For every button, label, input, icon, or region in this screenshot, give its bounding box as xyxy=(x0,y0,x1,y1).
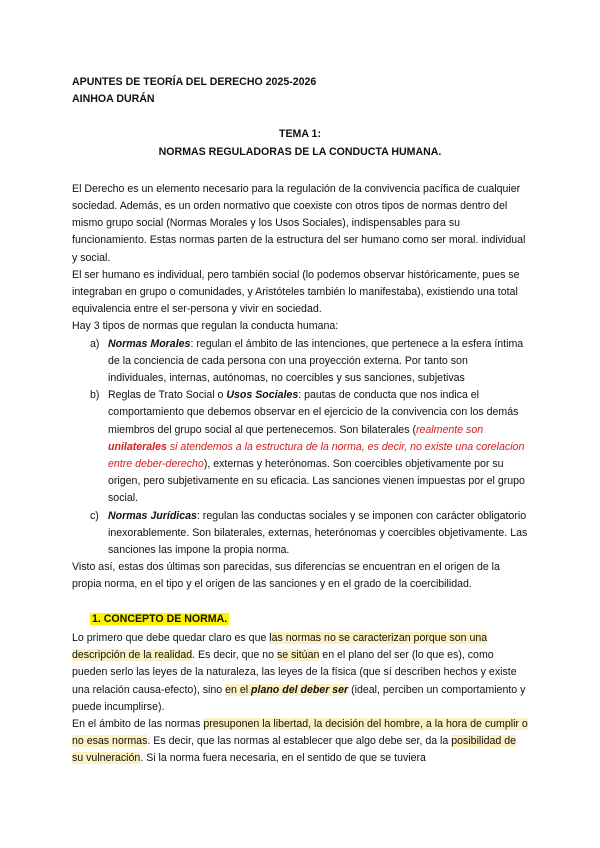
section-paragraph-1: Lo primero que debe quedar claro es que las normas no se caracterizan porque son una descripción de la realidad. Es decir, que no se sitúan en el plano del ser (lo que es), como pueden serlo las leyes de la naturaleza, las leyes de la física (que sí describen hechos y existe una relación causa-efecto), sino en el plano del deber ser (ideal, perciben un comportamiento y puede incumplirse). xyxy=(72,631,526,713)
list-marker: b) xyxy=(90,389,100,402)
highlight: en el xyxy=(225,683,252,696)
highlight: posibilidad de su vulneración xyxy=(72,735,517,765)
topic-title: NORMAS REGULADORAS DE LA CONDUCTA HUMANA. xyxy=(158,145,442,158)
document-author: AINHOA DURÁN xyxy=(72,93,155,106)
list-item: a) Normas Morales: regulan el ámbito de las intenciones, que pertenece a la esfera íntima de la conciencia de cada persona con una proyección externa. Por tanto son individuales, internas, autónomas, no coercibles y sus sanciones, subjetivas xyxy=(90,337,524,385)
intro-paragraph-3: Hay 3 tipos de normas que regulan la conducta humana: xyxy=(72,320,339,333)
red-annotation: realmente son xyxy=(415,423,484,436)
norm-term: Normas Morales xyxy=(108,337,191,350)
list-marker: a) xyxy=(90,337,100,350)
list-item: b) Reglas de Trato Social o Usos Sociales: pautas de conducta que nos indica el comportamiento que debemos observar en el ejercicio de la convivencia con los demás miembros del grupo social al que pertenecemos. Son bilaterales (realmente son unilaterales si atendemos a la estructura de la norma, es decir, no existe una corelacion entre deber-derecho), externas y heterónomas. Son coercibles objetivamente por su origen, pero subjetivamente en su eficacia. Las sanciones vienen impuestas por el grupo social. xyxy=(90,389,525,505)
section-paragraph-2: En el ámbito de las normas presuponen la libertad, la decisión del hombre, a la hora de cumplir o no esas normas. Es decir, que las normas al establecer que algo debe ser, da la posibilidad de su vulneración. Si la norma fuera necesaria, en el sentido de que se tuviera xyxy=(72,717,528,765)
topic-label: TEMA 1: xyxy=(279,128,321,141)
highlight-emphasis: plano del deber ser xyxy=(251,683,349,696)
list-marker: c) xyxy=(90,509,99,522)
red-annotation-emphasis: unilaterales xyxy=(108,440,167,453)
intro-paragraph-2: El ser humano es individual, pero también social (lo podemos observar históricamente, pues se integraban en grupo o comunidades, y Aristóteles también lo manifestaba), existiendo una total equivalencia entre el ser-persona y vivir en sociedad. xyxy=(72,268,520,316)
highlight: presuponen la libertad, la decisión del hombre, a la hora de cumplir o no esas normas xyxy=(72,717,528,748)
norm-term: Normas Jurídicas xyxy=(108,509,197,522)
norm-types-list xyxy=(72,336,528,560)
intro-paragraph-1: El Derecho es un elemento necesario para la regulación de la convivencia pacífica de cualquier sociedad. Además, es un orden normativo que coexiste con otros tipos de normas dentro del mismo grupo social (Normas Morales y los Usos Sociales), indispensables para su funcionamiento. Estas normas parten de la estructura del ser humano como ser moral. individual y social. xyxy=(72,182,526,264)
norm-term: Usos Sociales xyxy=(226,389,299,402)
highlight: las normas no se caracterizan porque son una descripción de la realidad xyxy=(72,631,488,662)
section-heading: 1. CONCEPTO DE NORMA. xyxy=(92,612,228,625)
highlight: se sitúan xyxy=(276,649,320,662)
closing-paragraph: Visto así, estas dos últimas son parecidas, sus diferencias se encuentran en el origen de la propia norma, en el tipo y el origen de las sanciones y en el grado de la coercibilidad. xyxy=(72,561,500,591)
red-annotation-rest: si atendemos a la estructura de la norma, es decir, no existe una corelacion entre deber-derecho xyxy=(108,440,525,471)
document-title: APUNTES DE TEORÍA DEL DERECHO 2025-2026 xyxy=(72,76,317,88)
list-item: c) Normas Jurídicas: regulan las conductas sociales y se imponen con carácter obligatorio inexorablemente. Son bilaterales, externas, heterónomas y coercibles objetivamente. Las sanciones las impone la propia norma. xyxy=(90,509,528,557)
